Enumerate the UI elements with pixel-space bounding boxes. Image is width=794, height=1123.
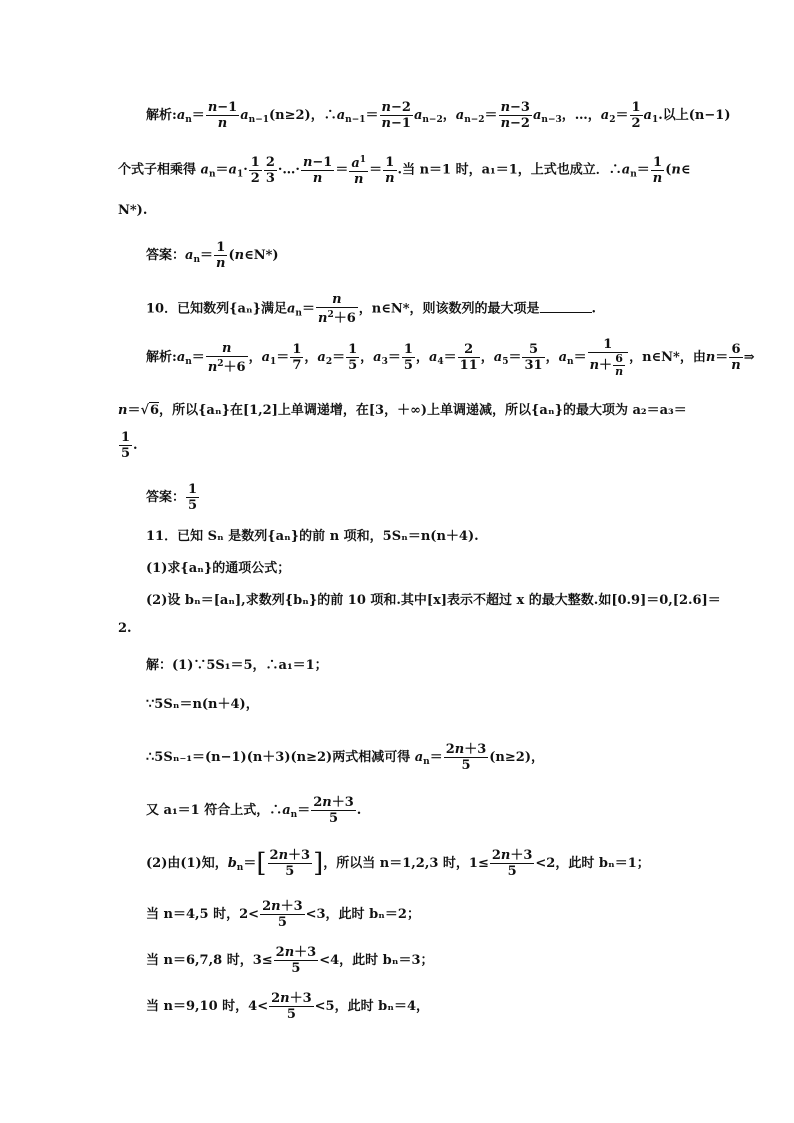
q10-sol-mid: ，n∈N*，由	[629, 350, 706, 365]
q9-text-3: ，…，	[561, 108, 601, 123]
q11-solution-4: 又 a₁＝1 符合上式，$\therefore a_n=$ $\frac{2n+3}{5}$ .	[146, 795, 362, 826]
solution-label: 解析:	[146, 108, 177, 123]
q9-text-2: ，	[442, 108, 456, 123]
q10-line4: 所以{aₙ}在[1,2]上单调递增，在[3，＋∞)上单调递减，所以{aₙ}的最大项为 a₂＝a₃＝	[172, 403, 687, 418]
q11-sol3-end: (n≥2)，	[489, 750, 544, 765]
q11-sol6a: 当 n＝4,5 时，2<	[146, 907, 260, 922]
solution-label: 解析:	[146, 350, 177, 365]
q9-solution-line-3: N*).	[118, 203, 148, 218]
q11-solution-7: 当 n＝6,7,8 时，3≤ $\frac{2n+3}{5}$ <4，此时 bₙ＝3；	[146, 945, 434, 976]
q11-sol5c: <2，此时 bₙ＝1；	[535, 856, 650, 871]
q10-solution-line-3: $\frac{1}{5}$ .	[121, 430, 138, 461]
q11-sol4-text: 又 a₁＝1 符合上式，∴	[146, 803, 283, 818]
q11-solution-1: 解：(1)∵5S₁＝5，∴a₁＝1；	[146, 658, 328, 673]
q11-solution-5: (2)由(1)知，$b_n=$[ $\frac{2n+3}{5}$ ]，所以当 n＝1,2,3 时，1≤ $\frac{2n+3}{5}$ <2，此时 bₙ＝1；	[146, 848, 650, 879]
q11-sol8b: <5，此时 bₙ＝4，	[314, 999, 430, 1014]
q11-sol8a: 当 n＝9,10 时，4<	[146, 999, 269, 1014]
q11-part-1: (1)求{aₙ}的通项公式；	[146, 561, 291, 576]
q10-solution-line-2: n＝√6，所以{aₙ}在[1,2]上单调递增，在[3，＋∞)上单调递减，所以{aₙ}的最大项为 a₂＝a₃＝	[118, 403, 687, 418]
q10-solution-line-1: 解析$:a_n=$ $\frac{n}{n^2+6}$ ，$a_1=$ $\frac{1}{7}$ ，$a_2=$ $\frac{1}{5}$ ，$a_3=$ $\frac{1}{5}$ ，$a_4=$ $\frac{2}{11}$ ，$a_5=$ $\frac{5}{31}$ ，$a_n=$ 1 n＋ $\frac{6}{n}$ ，n∈N*，由n＝ $\frac{6}{n}$ ⇒	[146, 337, 755, 378]
q10-answer: 答案： $\frac{1}{5}$	[146, 482, 198, 513]
q9-text-1: (n≥2)，∴	[269, 108, 337, 123]
q11-part-2-end: 2.	[118, 621, 132, 636]
q9-line2-a: 个式子相乘得	[118, 162, 197, 178]
q11-solution-8: 当 n＝9,10 时，4< $\frac{2n+3}{5}$ <5，此时 bₙ＝4，	[146, 991, 430, 1022]
q11-sol7a: 当 n＝6,7,8 时，3≤	[146, 953, 273, 968]
q9-text-4: 以上(n−1)	[662, 108, 731, 123]
answer-label: 答案：	[146, 490, 186, 505]
q9-line2-b: 当 n＝1 时，a₁＝1，上式也成立．∴	[402, 162, 622, 178]
q10-stem: 10．已知数列{aₙ}满足$a_n=$ $\frac{n}{n^2+6}$ ，n∈N*，则该数列的最大项是 .	[146, 292, 597, 326]
q11-sol3-text: ∴5Sₙ₋₁＝(n−1)(n＋3)(n≥2)两式相减可得	[146, 750, 411, 765]
q11-stem: 11．已知 Sₙ 是数列{aₙ}的前 n 项和，5Sₙ＝n(n＋4).	[146, 529, 479, 544]
q9-solution-line-1: 解析$:a_n=$ $\frac{n-1}{n}$ $a_{n-1}(n\ge 2)$，$\therefore a_{n-1}=$ $\frac{n-2}{n-1}$ $a_{n-2}$，$a_{n-2}=$ $\frac{n-3}{n-2}$ $a_{n-3}$，…，$a_2=$ $\frac{1}{2}$ $a_1$.以上(n−1)	[146, 100, 731, 131]
q11-solution-6: 当 n＝4,5 时，2< $\frac{2n+3}{5}$ <3，此时 bₙ＝2；	[146, 899, 420, 930]
q11-sol5b: ，所以当 n＝1,2,3 时，1≤	[323, 856, 489, 871]
q11-solution-2: ∵5Sₙ＝n(n＋4)，	[146, 697, 259, 712]
q10-stem-end: .	[591, 301, 597, 317]
answer-label: 答案：	[146, 248, 186, 263]
q11-sol7b: <4，此时 bₙ＝3；	[319, 953, 434, 968]
q9-answer: 答案：$a_n=$ $\frac{1}{n}$ (n∈N*)	[146, 240, 279, 271]
answer-blank	[540, 300, 592, 313]
q11-sol5a: (2)由(1)知，	[146, 856, 228, 871]
q11-sol6b: <3，此时 bₙ＝2；	[305, 907, 420, 922]
q10-stem-text: 10．已知数列{aₙ}满足	[146, 301, 287, 317]
q9-solution-line-2: 个式子相乘得 $a_n=a_1\cdot$ $\frac{1}{2}$ $\frac{2}{3}$ ·…· $\frac{n-1}{n}$ ＝ $\frac{a^1}{n}$ ＝ $\frac{1}{n}$ .当 n＝1 时，a₁＝1，上式也成立．$\therefore a_n=$ $\frac{1}{n}$ (n∈	[118, 154, 691, 187]
q11-solution-3: ∴5Sₙ₋₁＝(n−1)(n＋3)(n≥2)两式相减可得 $a_n=$ $\frac{2n+3}{5}$ (n≥2)，	[146, 742, 544, 773]
q11-part-2: (2)设 bₙ＝[aₙ],求数列{bₙ}的前 10 项和.其中[x]表示不超过 x 的最大整数.如[0.9]＝0,[2.6]＝	[146, 593, 721, 608]
q10-stem-text-2: ，n∈N*，则该数列的最大项是	[358, 301, 540, 317]
